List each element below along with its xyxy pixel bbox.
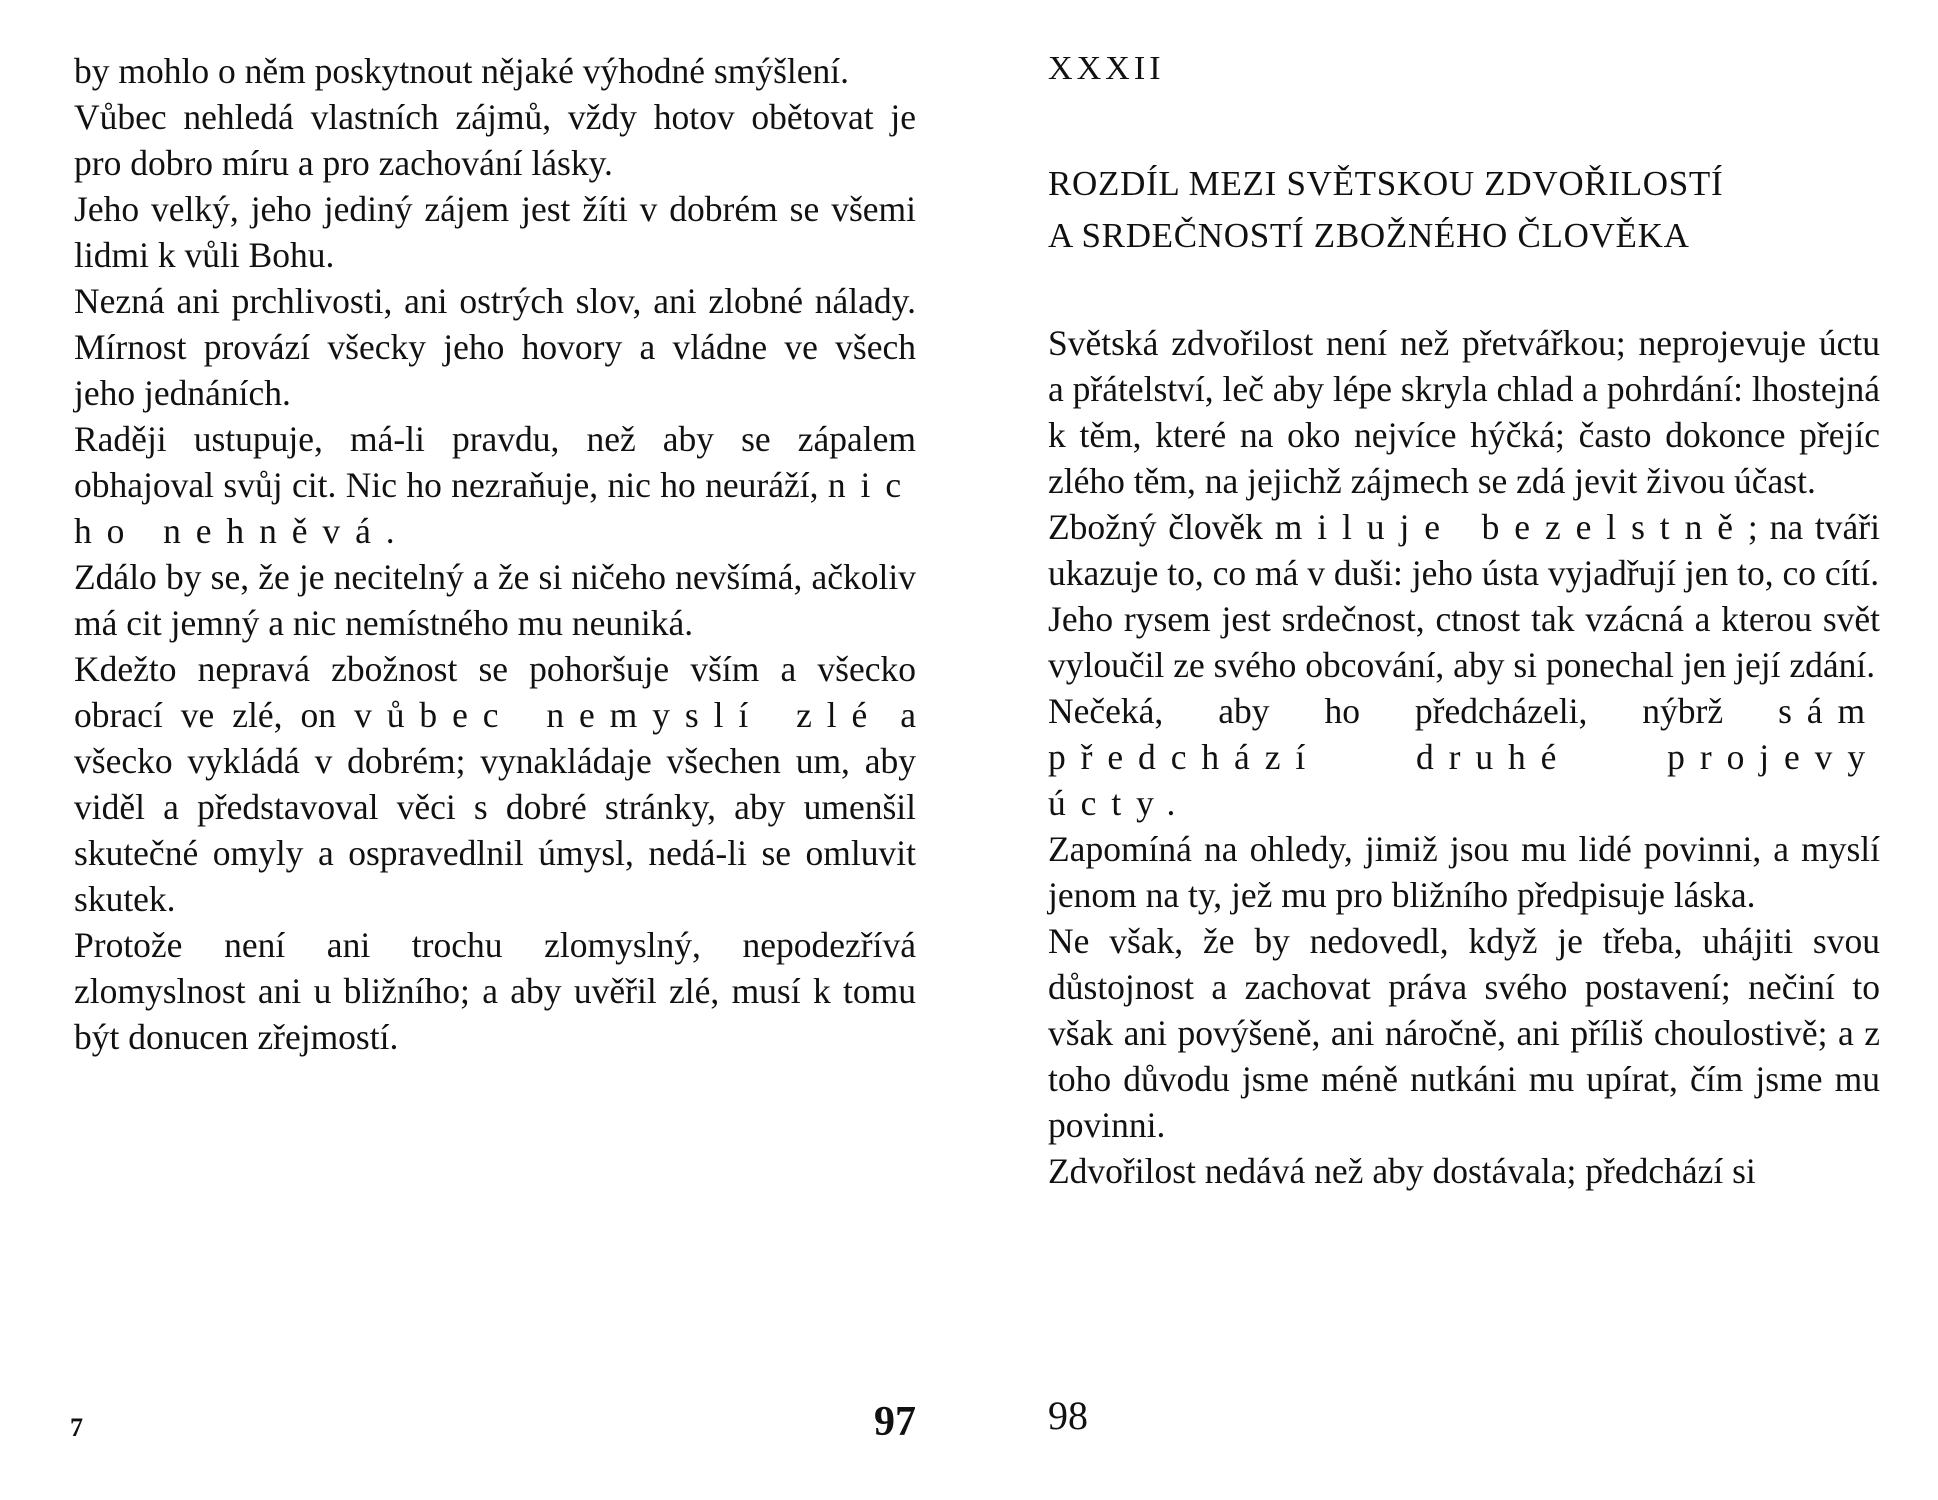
text-run: Nezná ani prchlivosti, ani ostrých slov, ani zlobné nálady. Mírnost provází všecky jeho hovory a vládne ve všech jeho jednáních. [74, 281, 916, 413]
paragraph [1048, 688, 1880, 826]
text-run: ; na tváři ukazuje to, co má v duši: jeho ústa vyjadřují jen to, co cítí. [1048, 507, 1880, 593]
chapter-title [1048, 158, 1880, 262]
emphasis-spaced-text: vůbec nemyslí zlé [354, 695, 883, 735]
left-page [70, 0, 916, 1500]
emphasis-spaced-text: nic ho nehněvá. [74, 465, 916, 551]
paragraph [74, 94, 916, 186]
paragraph [1048, 504, 1880, 596]
text-run: Světská zdvořilost není než přetvářkou; neprojevuje úctu a přátelství, leč aby lépe skryla chlad a pohrdání: lhostejná k těm, které na oko nejvíce hýčká; často dokonce přejíc zlého těm, na jejichž zájmech se zdá jevit živou účast. [1048, 323, 1880, 501]
text-run: Zbožný člověk [1048, 507, 1275, 547]
text-run: Nečeká, aby ho předcházeli, nýbrž [1048, 691, 1779, 731]
text-run: Protože není ani trochu zlomyslný, nepodezřívá zlomyslnost ani u bližního; a aby uvěřil zlé, musí k tomu být donucen zřejmostí. [74, 925, 916, 1057]
text-run: Vůbec nehledá vlastních zájmů, vždy hotov obětovat je pro dobro míru a pro zachování lásky. [74, 97, 916, 183]
paragraph [1048, 1148, 1880, 1194]
paragraph [74, 278, 916, 416]
text-run: Kdežto nepravá zbožnost se pohoršuje vším a všecko obrací ve zlé, on [74, 649, 916, 735]
text-run: Raději ustupuje, má-li pravdu, než aby se zápalem obhajoval svůj cit. Nic ho nezraňuje, nic ho neuráží, [74, 419, 916, 505]
paragraph [74, 48, 916, 94]
text-run: Zdálo by se, že je necitelný a že si ničeho nevšímá, ačkoliv má cit jemný a nic nemístného mu neuniká. [74, 557, 916, 643]
paragraph [74, 186, 916, 278]
paragraph [74, 922, 916, 1060]
text-run: a všecko vykládá v dobrém; vynakládaje všechen um, aby viděl a představoval věci s dobré stránky, aby umenšil skutečné omyly a ospravedlnil úmysl, nedá-li se omluvit skutek. [74, 695, 916, 919]
paragraph [1048, 320, 1880, 504]
paragraph [1048, 596, 1880, 688]
text-run: by mohlo o něm poskytnout nějaké výhodné smýšlení. [74, 51, 850, 91]
paragraph [1048, 826, 1880, 918]
emphasis-spaced-text: miluje bezelstně [1274, 507, 1748, 547]
paragraph [74, 554, 916, 646]
right-page [1048, 0, 1880, 1500]
paragraph [74, 646, 916, 922]
emphasis-spaced-text: sám předchází druhé projevy úcty. [1048, 691, 1880, 823]
left-page-body [74, 48, 916, 1060]
signature-mark: 7 [70, 1413, 83, 1442]
text-run: Ne však, že by nedovedl, když je třeba, uhájiti svou důstojnost a zachovat práva svého postavení; nečiní to však ani povýšeně, ani náročně, ani příliš choulostivě; a z toho důvodu jsme méně nutkáni mu upírat, čím jsme mu povinni. [1048, 921, 1880, 1145]
text-run: Zapomíná na ohledy, jimiž jsou mu lidé povinni, a myslí jenom na ty, jež mu pro bližního předpisuje láska. [1048, 829, 1880, 915]
chapter-number: XXXII [1048, 50, 1165, 87]
chapter-title-line: A SRDEČNOSTÍ ZBOŽNÉHO ČLOVĚKA [1048, 216, 1690, 255]
page-number: 98 [1048, 1393, 1088, 1438]
text-run: Jeho velký, jeho jediný zájem jest žíti v dobrém se všemi lidmi k vůli Bohu. [74, 189, 916, 275]
page-number: 97 [874, 1399, 916, 1445]
chapter-title-line: ROZDÍL MEZI SVĚTSKOU ZDVOŘILOSTÍ [1048, 164, 1724, 203]
text-run: Jeho rysem jest srdečnost, ctnost tak vzácná a kterou svět vyloučil ze svého obcování, aby si ponechal jen její zdání. [1048, 599, 1880, 685]
right-page-body [1048, 320, 1880, 1194]
paragraph [1048, 918, 1880, 1148]
text-run: Zdvořilost nedává než aby dostávala; předchází si [1048, 1151, 1756, 1191]
paragraph [74, 416, 916, 554]
